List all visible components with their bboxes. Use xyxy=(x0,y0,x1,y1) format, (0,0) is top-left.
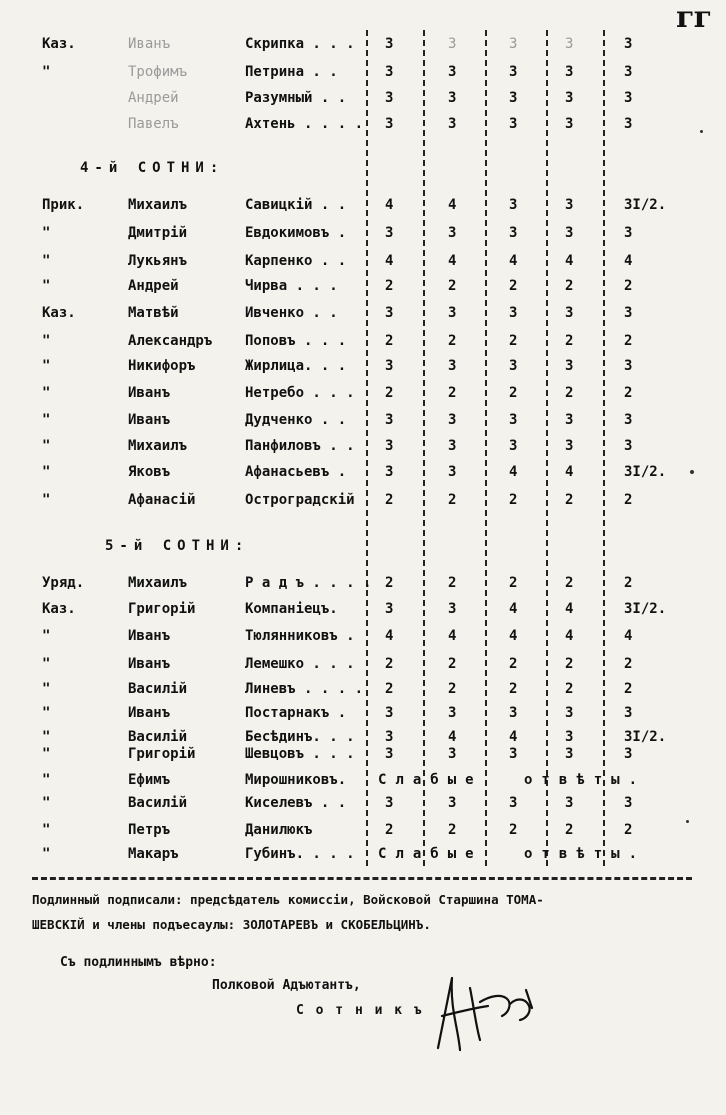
grade-cell: 4 xyxy=(565,464,574,480)
rank-cell: " xyxy=(42,253,51,269)
grade-cell: 2 xyxy=(565,656,574,672)
grade-cell: 3 xyxy=(385,305,394,321)
grade-cell: 3 xyxy=(385,746,394,762)
last-name-cell: Остроградскій xyxy=(245,492,355,508)
table-row xyxy=(0,333,726,359)
speck xyxy=(686,820,689,823)
grade-cell: 3 xyxy=(624,90,633,106)
grade-cell: 4 xyxy=(385,253,394,269)
first-name-cell: Иванъ xyxy=(128,385,171,401)
grade-cell: 3 xyxy=(385,601,394,617)
rank-cell: " xyxy=(42,795,51,811)
grade-cell: 3 xyxy=(509,705,518,721)
table-row xyxy=(0,412,726,438)
first-name-cell: Ефимъ xyxy=(128,772,171,788)
rank-cell: Прик. xyxy=(42,197,85,213)
grade-cell: 2 xyxy=(448,278,457,294)
grade-cell: 2 xyxy=(509,656,518,672)
grade-cell: 4 xyxy=(448,253,457,269)
grade-cell: 3 xyxy=(624,64,633,80)
last-name-cell: Скрипка . . . xyxy=(245,36,355,52)
first-name-cell: Матвѣй xyxy=(128,305,179,321)
table-row xyxy=(0,90,726,116)
rank-cell: " xyxy=(42,464,51,480)
grade-cell: 2 xyxy=(385,681,394,697)
grade-cell: 3 xyxy=(565,438,574,454)
first-name-cell: Григорій xyxy=(128,746,196,762)
grade-cell: 2 xyxy=(509,681,518,697)
grade-cell: 3 xyxy=(509,358,518,374)
grade-cell: 3 xyxy=(385,36,394,52)
grade-cell: 2 xyxy=(385,492,394,508)
rank-cell: " xyxy=(42,278,51,294)
grade-cell: 2 xyxy=(448,575,457,591)
last-name-cell: Данилюкъ xyxy=(245,822,313,838)
last-name-cell: Ахтень . . . . xyxy=(245,116,364,132)
grade-cell: 2 xyxy=(385,278,394,294)
rank-cell: " xyxy=(42,225,51,241)
grade-cell: 2 xyxy=(385,656,394,672)
grade-cell: 4 xyxy=(624,628,633,644)
grade-cell: 4 xyxy=(624,253,633,269)
grade-cell: 2 xyxy=(448,385,457,401)
grade-cell: 3 xyxy=(448,438,457,454)
table-row xyxy=(0,575,726,601)
last-name-cell: Жирлица. . . xyxy=(245,358,347,374)
footer-adjutant: Полковой Адъютантъ, xyxy=(212,978,361,993)
weak-answers-cell: отвѣты. xyxy=(524,846,647,862)
last-name-cell: Тюлянниковъ . xyxy=(245,628,355,644)
grade-cell: 3 xyxy=(385,225,394,241)
rank-cell: " xyxy=(42,385,51,401)
grade-cell: 4 xyxy=(509,253,518,269)
rank-cell: Уряд. xyxy=(42,575,85,591)
grade-cell: 2 xyxy=(448,656,457,672)
last-name-cell: Поповъ . . . xyxy=(245,333,347,349)
grade-cell: 3 xyxy=(565,358,574,374)
last-name-cell: Шевцовъ . . . xyxy=(245,746,355,762)
rank-cell: " xyxy=(42,358,51,374)
last-name-cell: Ивченко . . xyxy=(245,305,338,321)
first-name-cell: Василій xyxy=(128,681,188,697)
last-name-cell: Постарнакъ . xyxy=(245,705,347,721)
grade-cell: 3 xyxy=(624,438,633,454)
grade-cell: 3 xyxy=(385,705,394,721)
grade-cell: 3I/2. xyxy=(624,729,667,745)
grade-cell: 3 xyxy=(565,795,574,811)
grade-cell: 3I/2. xyxy=(624,197,667,213)
grade-cell: 3 xyxy=(509,746,518,762)
grade-cell: 2 xyxy=(448,492,457,508)
table-row xyxy=(0,628,726,654)
grade-cell: 3 xyxy=(448,225,457,241)
last-name-cell: Киселевъ . . xyxy=(245,795,347,811)
grade-cell: 3 xyxy=(565,705,574,721)
last-name-cell: Дудченко . . xyxy=(245,412,347,428)
grade-cell: 3 xyxy=(509,64,518,80)
grade-cell: 3 xyxy=(448,358,457,374)
grade-cell: 2 xyxy=(565,492,574,508)
last-name-cell: Разумный . . xyxy=(245,90,347,106)
table-row xyxy=(0,438,726,464)
rank-cell: " xyxy=(42,656,51,672)
rank-cell: Каз. xyxy=(42,601,76,617)
handwritten-signature xyxy=(430,968,540,1058)
grade-cell: 3 xyxy=(385,438,394,454)
footer-sotnik: С о т н и к ъ xyxy=(296,1003,424,1018)
grade-cell: 2 xyxy=(624,385,633,401)
grade-cell: 3 xyxy=(385,464,394,480)
grade-cell: 2 xyxy=(624,333,633,349)
grade-cell: 3 xyxy=(565,197,574,213)
grade-cell: 4 xyxy=(448,628,457,644)
table-row xyxy=(0,278,726,304)
grade-cell: 4 xyxy=(565,253,574,269)
last-name-cell: Лемешко . . . xyxy=(245,656,355,672)
grade-cell: 3 xyxy=(448,116,457,132)
grade-cell: 3 xyxy=(385,729,394,745)
grade-cell: 2 xyxy=(385,333,394,349)
grade-cell: 2 xyxy=(448,681,457,697)
rank-cell: Каз. xyxy=(42,36,76,52)
speck xyxy=(690,470,694,474)
rank-cell: " xyxy=(42,412,51,428)
section-heading-5: 5-й СОТНИ: xyxy=(105,538,250,554)
grade-cell: 3 xyxy=(565,225,574,241)
grade-cell: 2 xyxy=(509,278,518,294)
grade-cell: 3 xyxy=(565,412,574,428)
grade-cell: 3 xyxy=(509,90,518,106)
last-name-cell: Нетребо . . . xyxy=(245,385,355,401)
table-row xyxy=(0,64,726,90)
grade-cell: 3 xyxy=(448,412,457,428)
grade-cell: 2 xyxy=(509,385,518,401)
grade-cell: 3 xyxy=(565,746,574,762)
section-heading-4: 4-й СОТНИ: xyxy=(80,160,225,176)
grade-cell: 2 xyxy=(448,822,457,838)
first-name-cell: Дмитрій xyxy=(128,225,188,241)
grade-cell: 3 xyxy=(624,225,633,241)
first-name-cell: Иванъ xyxy=(128,628,171,644)
footer-divider xyxy=(32,877,692,880)
grade-cell: 4 xyxy=(509,601,518,617)
grade-cell: 3 xyxy=(624,116,633,132)
last-name-cell: Афанасьевъ . xyxy=(245,464,347,480)
grade-cell: 3 xyxy=(448,601,457,617)
rank-cell: " xyxy=(42,746,51,762)
grade-cell: 3 xyxy=(448,305,457,321)
table-row xyxy=(0,795,726,821)
grade-cell: 3 xyxy=(565,90,574,106)
grade-cell: 2 xyxy=(565,278,574,294)
grade-cell: 2 xyxy=(624,278,633,294)
last-name-cell: Петрина . . xyxy=(245,64,338,80)
grade-cell: 3I/2. xyxy=(624,601,667,617)
footer-line-2: ШЕВСКІЙ и члены подъесаулы: ЗОЛОТАРЕВЪ и СКОБЕЛЬЦИНЪ. xyxy=(32,917,431,932)
first-name-cell: Афанасій xyxy=(128,492,196,508)
first-name-cell: Михаилъ xyxy=(128,197,188,213)
grade-cell: 4 xyxy=(509,729,518,745)
grade-cell: 3 xyxy=(385,90,394,106)
table-row xyxy=(0,846,726,872)
grade-cell: 2 xyxy=(509,333,518,349)
grade-cell: 3 xyxy=(509,412,518,428)
grade-cell: 3 xyxy=(385,116,394,132)
first-name-cell: Андрей xyxy=(128,278,179,294)
grade-cell: 3 xyxy=(448,90,457,106)
grade-cell: 3 xyxy=(448,746,457,762)
weak-answers-cell: Слабые xyxy=(378,846,483,862)
last-name-cell: Евдокимовъ . xyxy=(245,225,347,241)
table-row xyxy=(0,492,726,518)
grade-cell: 3 xyxy=(624,795,633,811)
first-name-cell: Григорій xyxy=(128,601,196,617)
grade-cell: 2 xyxy=(624,656,633,672)
grade-cell: 4 xyxy=(385,628,394,644)
weak-answers-cell: отвѣты. xyxy=(524,772,647,788)
grade-cell: 3 xyxy=(509,305,518,321)
table-row xyxy=(0,656,726,682)
table-row xyxy=(0,253,726,279)
grade-cell: 2 xyxy=(385,385,394,401)
grade-cell: 4 xyxy=(385,197,394,213)
grade-cell: 3 xyxy=(509,225,518,241)
first-name-cell: Иванъ xyxy=(128,36,171,52)
first-name-cell: Петръ xyxy=(128,822,171,838)
rank-cell: " xyxy=(42,705,51,721)
grade-cell: 4 xyxy=(565,601,574,617)
table-row xyxy=(0,358,726,384)
grade-cell: 3 xyxy=(565,116,574,132)
table-row xyxy=(0,305,726,331)
first-name-cell: Василій xyxy=(128,729,188,745)
rank-cell: " xyxy=(42,772,51,788)
grade-cell: 3 xyxy=(448,795,457,811)
last-name-cell: Карпенко . . xyxy=(245,253,347,269)
grade-cell: 3 xyxy=(624,358,633,374)
grade-cell: 3 xyxy=(565,729,574,745)
grade-cell: 3 xyxy=(509,36,518,52)
grade-cell: 3 xyxy=(448,464,457,480)
first-name-cell: Андрей xyxy=(128,90,179,106)
last-name-cell: Панфиловъ . . xyxy=(245,438,355,454)
grade-cell: 2 xyxy=(565,333,574,349)
first-name-cell: Трофимъ xyxy=(128,64,188,80)
grade-cell: 2 xyxy=(565,385,574,401)
last-name-cell: Бесѣдинъ. . . xyxy=(245,729,355,745)
grade-cell: 3 xyxy=(385,358,394,374)
footer-certified: Съ подлиннымъ вѣрно: xyxy=(60,955,217,970)
grade-cell: 4 xyxy=(509,628,518,644)
grade-cell: 3 xyxy=(509,197,518,213)
table-row xyxy=(0,225,726,251)
last-name-cell: Компаніецъ. xyxy=(245,601,338,617)
grade-cell: 3I/2. xyxy=(624,464,667,480)
grade-cell: 2 xyxy=(565,822,574,838)
grade-cell: 3 xyxy=(624,412,633,428)
grade-cell: 3 xyxy=(509,438,518,454)
grade-cell: 4 xyxy=(448,197,457,213)
grade-cell: 3 xyxy=(624,305,633,321)
table-row xyxy=(0,746,726,772)
page-corner-mark: ᴦᴦ xyxy=(676,0,712,35)
first-name-cell: Яковъ xyxy=(128,464,171,480)
grade-cell: 3 xyxy=(385,64,394,80)
grade-cell: 2 xyxy=(509,575,518,591)
grade-cell: 3 xyxy=(565,36,574,52)
first-name-cell: Василій xyxy=(128,795,188,811)
rank-cell: " xyxy=(42,333,51,349)
grade-cell: 2 xyxy=(509,822,518,838)
grade-cell: 3 xyxy=(624,705,633,721)
grade-cell: 2 xyxy=(624,575,633,591)
grade-cell: 4 xyxy=(565,628,574,644)
grade-cell: 3 xyxy=(385,412,394,428)
rank-cell: " xyxy=(42,64,51,80)
grade-cell: 2 xyxy=(624,681,633,697)
grade-cell: 4 xyxy=(448,729,457,745)
grade-cell: 3 xyxy=(509,795,518,811)
first-name-cell: Михаилъ xyxy=(128,438,188,454)
weak-answers-cell: Слабые xyxy=(378,772,483,788)
grade-cell: 4 xyxy=(509,464,518,480)
grade-cell: 2 xyxy=(385,822,394,838)
grade-cell: 3 xyxy=(509,116,518,132)
first-name-cell: Никифоръ xyxy=(128,358,196,374)
last-name-cell: Савицкій . . xyxy=(245,197,347,213)
table-row xyxy=(0,601,726,627)
table-row xyxy=(0,116,726,142)
grade-cell: 2 xyxy=(624,492,633,508)
grade-cell: 2 xyxy=(448,333,457,349)
first-name-cell: Михаилъ xyxy=(128,575,188,591)
last-name-cell: Линевъ . . . . xyxy=(245,681,364,697)
table-row xyxy=(0,385,726,411)
grade-cell: 2 xyxy=(385,575,394,591)
table-row xyxy=(0,705,726,731)
rank-cell: " xyxy=(42,628,51,644)
grade-cell: 3 xyxy=(624,36,633,52)
rank-cell: " xyxy=(42,438,51,454)
table-row xyxy=(0,36,726,62)
grade-cell: 2 xyxy=(565,575,574,591)
grade-cell: 3 xyxy=(565,305,574,321)
first-name-cell: Иванъ xyxy=(128,656,171,672)
table-row xyxy=(0,681,726,707)
grade-cell: 3 xyxy=(624,746,633,762)
rank-cell: " xyxy=(42,681,51,697)
grade-cell: 2 xyxy=(565,681,574,697)
table-row xyxy=(0,464,726,490)
grade-cell: 3 xyxy=(385,795,394,811)
last-name-cell: Р а д ъ . . . . xyxy=(245,575,372,591)
table-row xyxy=(0,197,726,223)
grade-cell: 3 xyxy=(448,64,457,80)
grade-cell: 3 xyxy=(448,705,457,721)
first-name-cell: Иванъ xyxy=(128,705,171,721)
rank-cell: " xyxy=(42,846,51,862)
last-name-cell: Мирошниковъ. xyxy=(245,772,347,788)
grade-cell: 3 xyxy=(565,64,574,80)
speck xyxy=(700,130,703,133)
last-name-cell: Чирва . . . xyxy=(245,278,338,294)
footer-line-1: Подлинный подписали: предсѣдатель комиссіи, Войсковой Старшина ТОМА- xyxy=(32,892,544,907)
grade-cell: 2 xyxy=(509,492,518,508)
last-name-cell: Губинъ. . . . xyxy=(245,846,355,862)
first-name-cell: Павелъ xyxy=(128,116,179,132)
rank-cell: " xyxy=(42,729,51,745)
grade-cell: 3 xyxy=(448,36,457,52)
rank-cell: Каз. xyxy=(42,305,76,321)
grade-cell: 2 xyxy=(624,822,633,838)
first-name-cell: Иванъ xyxy=(128,412,171,428)
first-name-cell: Макаръ xyxy=(128,846,179,862)
table-row xyxy=(0,822,726,848)
first-name-cell: Александръ xyxy=(128,333,213,349)
rank-cell: " xyxy=(42,492,51,508)
first-name-cell: Лукьянъ xyxy=(128,253,188,269)
rank-cell: " xyxy=(42,822,51,838)
